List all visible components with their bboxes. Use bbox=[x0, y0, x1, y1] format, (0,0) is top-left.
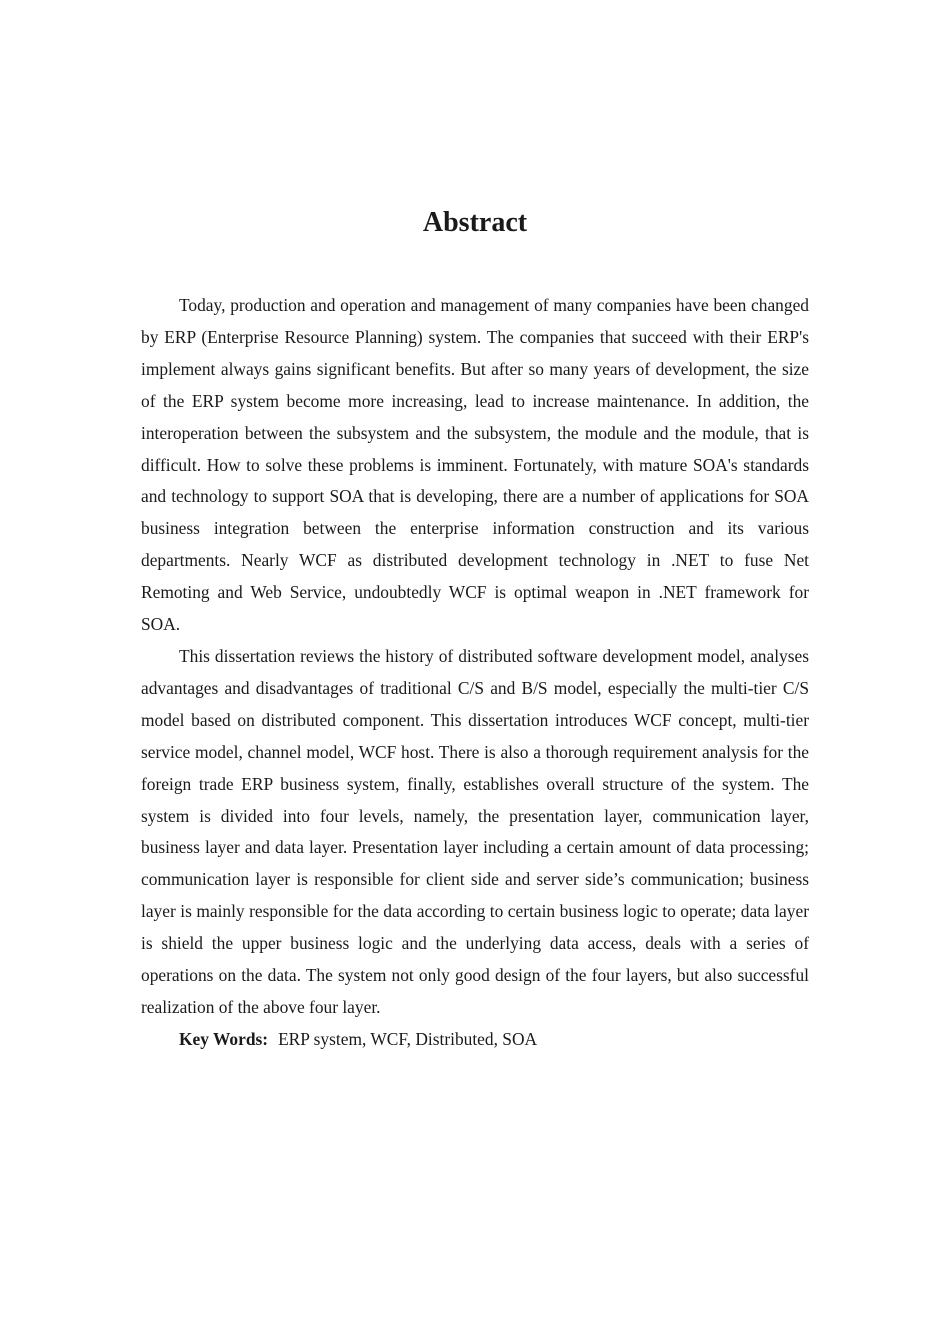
keywords-value: ERP system, WCF, Distributed, SOA bbox=[278, 1028, 538, 1049]
abstract-paragraph-2: This dissertation reviews the history of distributed software development model, analyses advantages and disadvantages of traditional C/S and B/S model, especially the multi-tier C/S model based on distributed component. This dissertation introduces WCF concept, multi-tier service model, channel model, WCF host. There is also a thorough requirement analysis for the foreign trade ERP business system, finally, establishes overall structure of the system. The system is divided into four levels, namely, the presentation layer, communication layer, business layer and data layer. Presentation layer including a certain amount of data processing; communication layer is responsible for client side and server side’s communication; business layer is mainly responsible for the data according to certain business logic to operate; data layer is shield the upper business logic and the underlying data access, deals with a series of operations on the data. The system not only good design of the four layers, but also successful realization of the above four layer. bbox=[141, 645, 809, 1017]
keywords-label: Key Words: bbox=[179, 1028, 269, 1049]
keywords-line bbox=[141, 1024, 809, 1056]
abstract-paragraph-1: Today, production and operation and management of many companies have been changed by ERP (Enterprise Resource Planning) system. The companies that succeed with their ERP's implement always gains significant benefits. But after so many years of development, the size of the ERP system become more increasing, lead to increase maintenance. In addition, the interoperation between the subsystem and the subsystem, the module and the module, that is difficult. How to solve these problems is imminent. Fortunately, with mature SOA's standards and technology to support SOA that is developing, there are a number of applications for SOA business integration between the enterprise information construction and its various departments. Nearly WCF as distributed development technology in .NET to fuse Net Remoting and Web Service, undoubtedly WCF is optimal weapon in .NET framework for SOA. bbox=[141, 295, 809, 635]
page-title: Abstract bbox=[422, 207, 528, 238]
abstract-body bbox=[141, 290, 809, 1056]
